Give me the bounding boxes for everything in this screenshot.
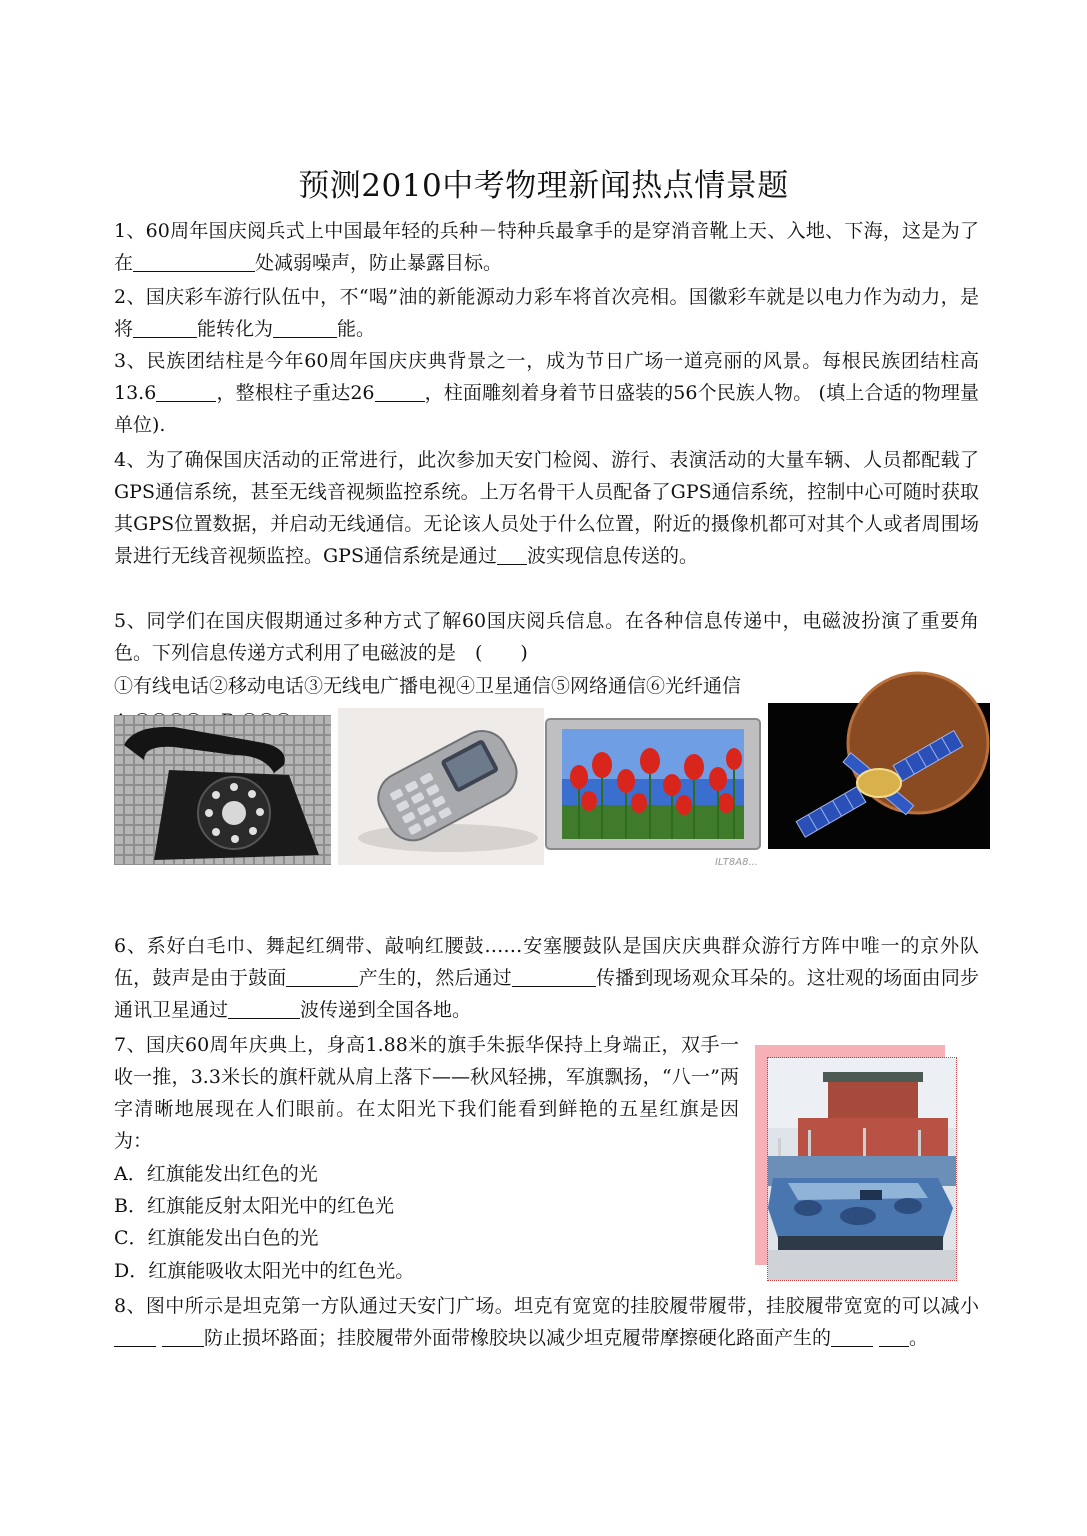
mobile-phone-image bbox=[338, 708, 544, 865]
page-title: 预测2010中考物理新闻热点情景题 bbox=[298, 168, 789, 204]
answer-blank[interactable] bbox=[156, 381, 216, 402]
satellite-image bbox=[768, 703, 990, 849]
option-c: C．红旗能发出白色的光 bbox=[114, 1227, 319, 1249]
answer-blank[interactable] bbox=[512, 966, 596, 987]
answer-blank[interactable] bbox=[228, 998, 300, 1019]
question-5: 5、同学们在国庆假期通过多种方式了解60国庆阅兵信息。在各种信息传递中，电磁波扮演了重要角色。下列信息传递方式利用了电磁波的是 ( ) bbox=[114, 610, 979, 664]
question-3: 3、民族团结柱是今年60周年国庆庆典背景之一，成为节日广场一道亮丽的风景。每根民族团结柱高13.6 ，整根柱子重达26 ，柱面雕刻着身着节日盛装的56个民族人物。 (填上合适的物理量单位). bbox=[114, 350, 979, 436]
question-8: 8、图中所示是坦克第一方队通过天安门广场。坦克有宽宽的挂胶履带履带，挂胶履带宽宽的可以减小防止损坏路面；挂胶履带外面带橡胶块以减少坦克履带摩擦硬化路面产生的 。 bbox=[114, 1295, 979, 1349]
television-image bbox=[544, 715, 766, 870]
tv-watermark: ILT8A8... bbox=[714, 857, 758, 868]
answer-blank[interactable] bbox=[133, 251, 255, 272]
answer-blank[interactable] bbox=[497, 544, 527, 565]
question-4: 4、为了确保国庆活动的正常进行，此次参加天安门检阅、游行、表演活动的大量车辆、人员都配载了GPS通信系统，甚至无线音视频监控系统。上万名骨干人员配备了GPS通信系统，控制中心可随时获取其GPS位置数据，并启动无线通信。无论该人员处于什么位置，附近的摄像机都可对其个人或者周围场景进行无线音视频监控。GPS通信系统是通过 波实现信息传送的。 bbox=[114, 449, 979, 567]
option-a: A．红旗能发出红色的光 bbox=[114, 1163, 318, 1185]
answer-blank[interactable] bbox=[114, 1326, 156, 1347]
answer-blank[interactable] bbox=[879, 1326, 909, 1347]
question-7: 7、国庆60周年庆典上，身高1.88米的旗手朱振华保持上身端正，双手一收一推，3.3米长的旗杆就从肩上落下——秋风轻拂，军旗飘扬，“八一”两字清晰地展现在人们眼前。在太阳光下我们能看到鲜艳的五星红旗是因为： bbox=[114, 1034, 739, 1152]
question-5-choices-clipped bbox=[114, 705, 364, 711]
option-b: B．红旗能反射太阳光中的红色光 bbox=[114, 1195, 394, 1217]
tank-parade-image bbox=[768, 1058, 956, 1280]
question-5-items: ①有线电话②移动电话③无线电广播电视④卫星通信⑤网络通信⑥光纤通信 bbox=[114, 675, 742, 697]
answer-blank[interactable] bbox=[375, 381, 425, 402]
answer-blank[interactable] bbox=[286, 966, 358, 987]
answer-blank[interactable] bbox=[162, 1326, 204, 1347]
answer-blank[interactable] bbox=[831, 1326, 873, 1347]
answer-blank[interactable] bbox=[273, 317, 337, 338]
question-6: 6、系好白毛巾、舞起红绸带、敲响红腰鼓……安塞腰鼓队是国庆庆典群众游行方阵中唯一的京外队伍，鼓声是由于鼓面 产生的，然后通过 传播到现场观众耳朵的。这壮观的场面由同步通讯卫星通过 波传递到全国各地。 bbox=[114, 935, 979, 1021]
option-d: D．红旗能吸收太阳光中的红色光。 bbox=[114, 1260, 415, 1282]
question-2: 2、国庆彩车游行队伍中，不“喝”油的新能源动力彩车将首次亮相。国徽彩车就是以电力作为动力，是将 能转化为 能。 bbox=[114, 286, 979, 340]
question-1: 1、60周年国庆阅兵式上中国最年轻的兵种－特种兵最拿手的是穿消音靴上天、入地、下海，这是为了在 处减弱噪声，防止暴露目标。 bbox=[114, 220, 979, 274]
answer-blank[interactable] bbox=[133, 317, 197, 338]
telephone-image bbox=[114, 715, 331, 865]
